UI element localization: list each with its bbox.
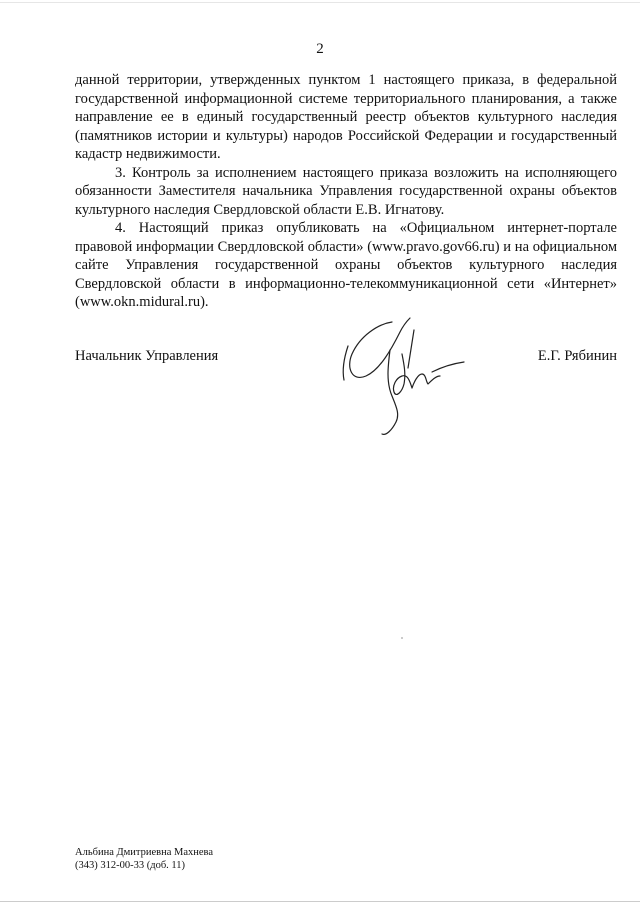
scan-speck: [401, 637, 403, 639]
page-number: 2: [316, 41, 324, 57]
paragraph-item-3: 3. Контроль за исполнением настоящего приказа возложить на исполняющего обязанности Заместителя начальника Управления государственной охраны объектов культурного наследия Свердловской области Е.В. Игнатову.: [75, 164, 617, 218]
top-edge-line: [0, 2, 640, 3]
paragraph-continuation: данной территории, утвержденных пунктом 1 настоящего приказа, в федеральной государственной информационной системе территориального планирования, а также направление ее в единый государственный реестр объектов культурного наследия (памятников истории и культуры) народов Российской Федерации и государственный кадастр недвижимости.: [75, 72, 617, 162]
paragraph-item-4: 4. Настоящий приказ опубликовать на «Официальном интернет-портале правовой информации Свердловской области» (www.pravo.gov66.ru) и на официальном сайте Управления государственной охраны объектов культурного наследия Свердловской области в информационно-телекоммуникационной сети «Интернет» (www.okn.midural.ru).: [75, 220, 617, 310]
executor-name: Альбина Дмитриевна Махнева: [75, 847, 214, 858]
document-body: [75, 71, 617, 312]
executor-phone: (343) 312-00-33 (доб. 11): [75, 860, 186, 871]
bottom-edge-line: [0, 901, 640, 902]
handwritten-signature: [330, 310, 480, 440]
signer-position: Начальник Управления: [75, 348, 219, 364]
executor-footer: [75, 846, 213, 872]
signature-block: [75, 347, 617, 367]
signer-name: Е.Г. Рябинин: [537, 348, 617, 364]
